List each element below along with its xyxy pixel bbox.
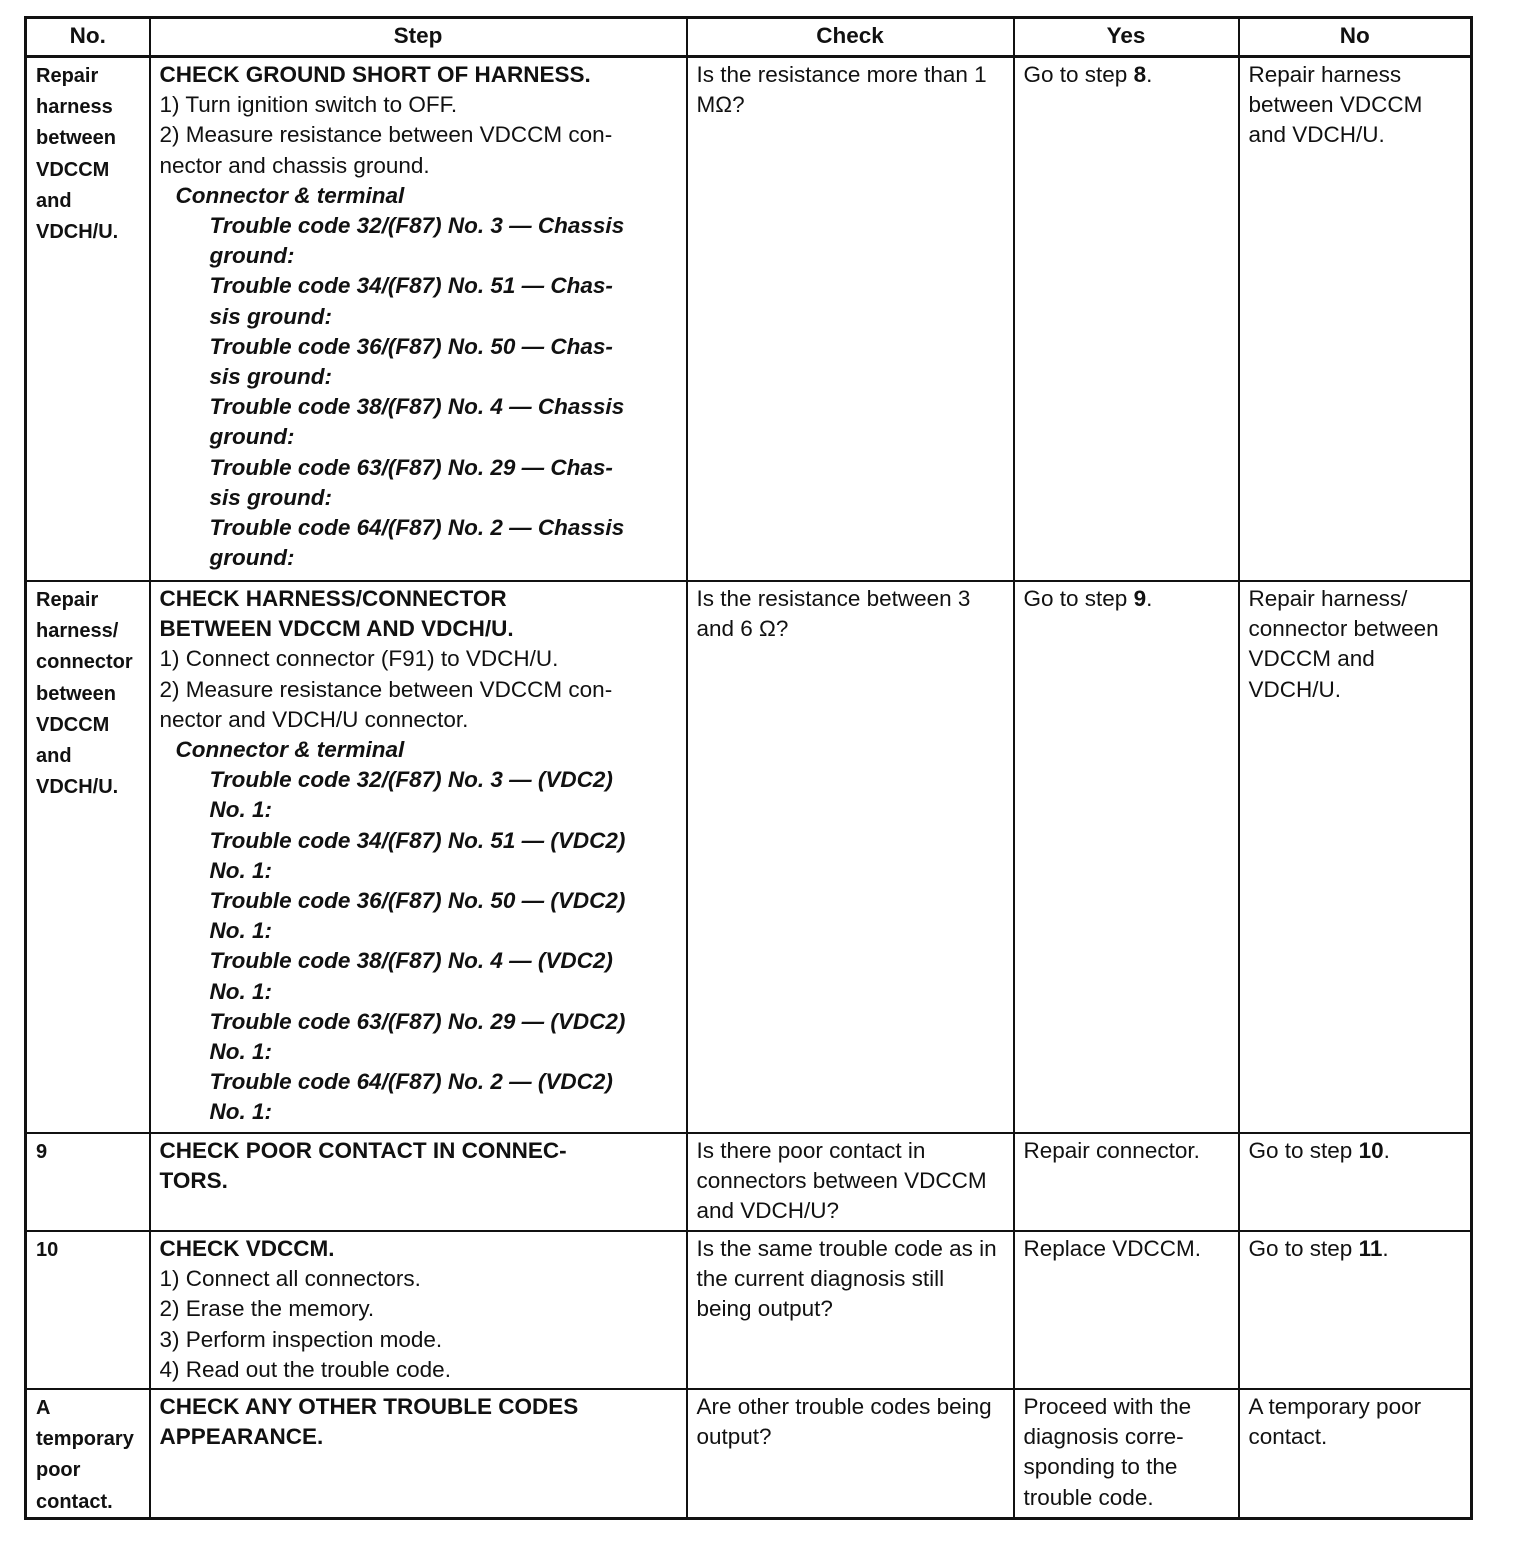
no-cell: Repair harness/ connector between VDCCM and VDCH/U. — [1239, 581, 1472, 1133]
check-cell: Is the resistance between 3 and 6 Ω? — [687, 581, 1014, 1133]
step-title: APPEARANCE. — [159, 1424, 324, 1450]
trouble-code-line: ground: — [209, 243, 295, 269]
table-row — [26, 1231, 1472, 1389]
trouble-code-line: Trouble code 34/(F87) No. 51 — Chas- — [209, 273, 613, 299]
step-title: TORS. — [159, 1168, 228, 1194]
trouble-code-line: No. 1: — [209, 1099, 273, 1125]
step-line: 4) Read out the trouble code. — [159, 1356, 451, 1382]
step-title: CHECK POOR CONTACT IN CONNEC- — [159, 1138, 567, 1163]
trouble-code-line: Trouble code 32/(F87) No. 3 — Chassis — [209, 213, 625, 239]
header-no-answer: No — [1239, 18, 1472, 57]
trouble-code-line: sis ground: — [209, 303, 332, 329]
trouble-code-line: Trouble code 63/(F87) No. 29 — Chas- — [209, 454, 613, 480]
trouble-code-line: Trouble code 38/(F87) No. 4 — (VDC2) — [209, 948, 613, 974]
yes-cell: Proceed with the diagnosis corre- sponding to the trouble code. — [1014, 1389, 1239, 1518]
trouble-code-line: No. 1: — [209, 797, 273, 823]
connector-terminal-label: Connector & terminal — [175, 182, 405, 208]
trouble-code-line: sis ground: — [209, 484, 332, 510]
yes-cell: Go to step 8. — [1014, 57, 1239, 582]
table-row — [26, 581, 1472, 1133]
step-title: CHECK VDCCM. — [159, 1236, 335, 1261]
step-cell — [150, 1231, 687, 1389]
step-line: 2) Erase the memory. — [159, 1296, 375, 1322]
no-cell: Go to step 10. — [1239, 1133, 1472, 1231]
yes-cell: Repair connector. — [1014, 1133, 1239, 1231]
no-cell: Go to step 11. — [1239, 1231, 1472, 1389]
trouble-code-line: No. 1: — [209, 1039, 273, 1065]
trouble-code-line: No. 1: — [209, 857, 273, 883]
step-number: 9 — [26, 1133, 150, 1231]
yes-cell: Go to step 9. — [1014, 581, 1239, 1133]
step-line: 1) Connect connector (F91) to VDCH/U. — [159, 646, 559, 672]
step-cell — [150, 57, 687, 582]
step-ref: 10 — [1358, 1138, 1384, 1163]
step-ref: 9 — [1133, 586, 1147, 611]
step-number: 10 — [26, 1231, 150, 1389]
trouble-code-line: No. 1: — [209, 918, 273, 944]
trouble-code-line: No. 1: — [209, 978, 273, 1004]
step-number: A temporary poor contact. — [26, 1389, 150, 1518]
header-no: No. — [26, 18, 150, 57]
step-line: nector and chassis ground. — [159, 152, 430, 178]
step-title: CHECK ANY OTHER TROUBLE CODES — [159, 1394, 579, 1419]
header-step: Step — [150, 18, 687, 57]
trouble-code-line: Trouble code 36/(F87) No. 50 — (VDC2) — [209, 888, 626, 914]
trouble-code-line: Trouble code 64/(F87) No. 2 — (VDC2) — [209, 1069, 613, 1095]
step-ref: 8 — [1133, 62, 1147, 87]
step-line: 3) Perform inspection mode. — [159, 1326, 443, 1352]
step-line: 1) Connect all connectors. — [159, 1266, 421, 1292]
step-number: Repair harness between VDCCM and VDCH/U. — [26, 57, 150, 582]
table-row — [26, 57, 1472, 582]
header-yes: Yes — [1014, 18, 1239, 57]
trouble-code-line: ground: — [209, 545, 295, 571]
table-row — [26, 1133, 1472, 1231]
header-row — [26, 18, 1472, 57]
step-line: 2) Measure resistance between VDCCM con- — [159, 676, 613, 702]
trouble-code-line: Trouble code 38/(F87) No. 4 — Chassis — [209, 394, 625, 420]
table-row — [26, 1389, 1472, 1518]
trouble-code-line: Trouble code 36/(F87) No. 50 — Chas- — [209, 333, 613, 359]
check-cell: Is the same trouble code as in the current diagnosis still being output? — [687, 1231, 1014, 1389]
check-cell: Is the resistance more than 1 MΩ? — [687, 57, 1014, 582]
step-line: 1) Turn ignition switch to OFF. — [159, 92, 458, 118]
header-check: Check — [687, 18, 1014, 57]
trouble-code-line: Trouble code 64/(F87) No. 2 — Chassis — [209, 515, 625, 541]
trouble-code-line: sis ground: — [209, 364, 332, 390]
step-title: BETWEEN VDCCM AND VDCH/U. — [159, 616, 514, 642]
step-ref: 11 — [1358, 1236, 1383, 1261]
step-title: CHECK HARNESS/CONNECTOR — [159, 586, 507, 611]
step-cell — [150, 1389, 687, 1518]
connector-terminal-label: Connector & terminal — [175, 737, 405, 763]
trouble-code-line: Trouble code 34/(F87) No. 51 — (VDC2) — [209, 827, 626, 853]
step-line: nector and VDCH/U connector. — [159, 706, 469, 732]
trouble-code-line: ground: — [209, 424, 295, 450]
trouble-code-line: Trouble code 63/(F87) No. 29 — (VDC2) — [209, 1008, 626, 1034]
step-title: CHECK GROUND SHORT OF HARNESS. — [159, 62, 591, 87]
step-line: 2) Measure resistance between VDCCM con- — [159, 122, 613, 148]
step-cell — [150, 581, 687, 1133]
step-number: Repair harness/ connector between VDCCM and VDCH/U. — [26, 581, 150, 1133]
trouble-code-line: Trouble code 32/(F87) No. 3 — (VDC2) — [209, 767, 613, 793]
step-cell — [150, 1133, 687, 1231]
diagnosis-table — [24, 16, 1473, 1520]
check-cell: Is there poor contact in connectors between VDCCM and VDCH/U? — [687, 1133, 1014, 1231]
no-cell: A temporary poor contact. — [1239, 1389, 1472, 1518]
no-cell: Repair harness between VDCCM and VDCH/U. — [1239, 57, 1472, 582]
yes-cell: Replace VDCCM. — [1014, 1231, 1239, 1389]
check-cell: Are other trouble codes being output? — [687, 1389, 1014, 1518]
